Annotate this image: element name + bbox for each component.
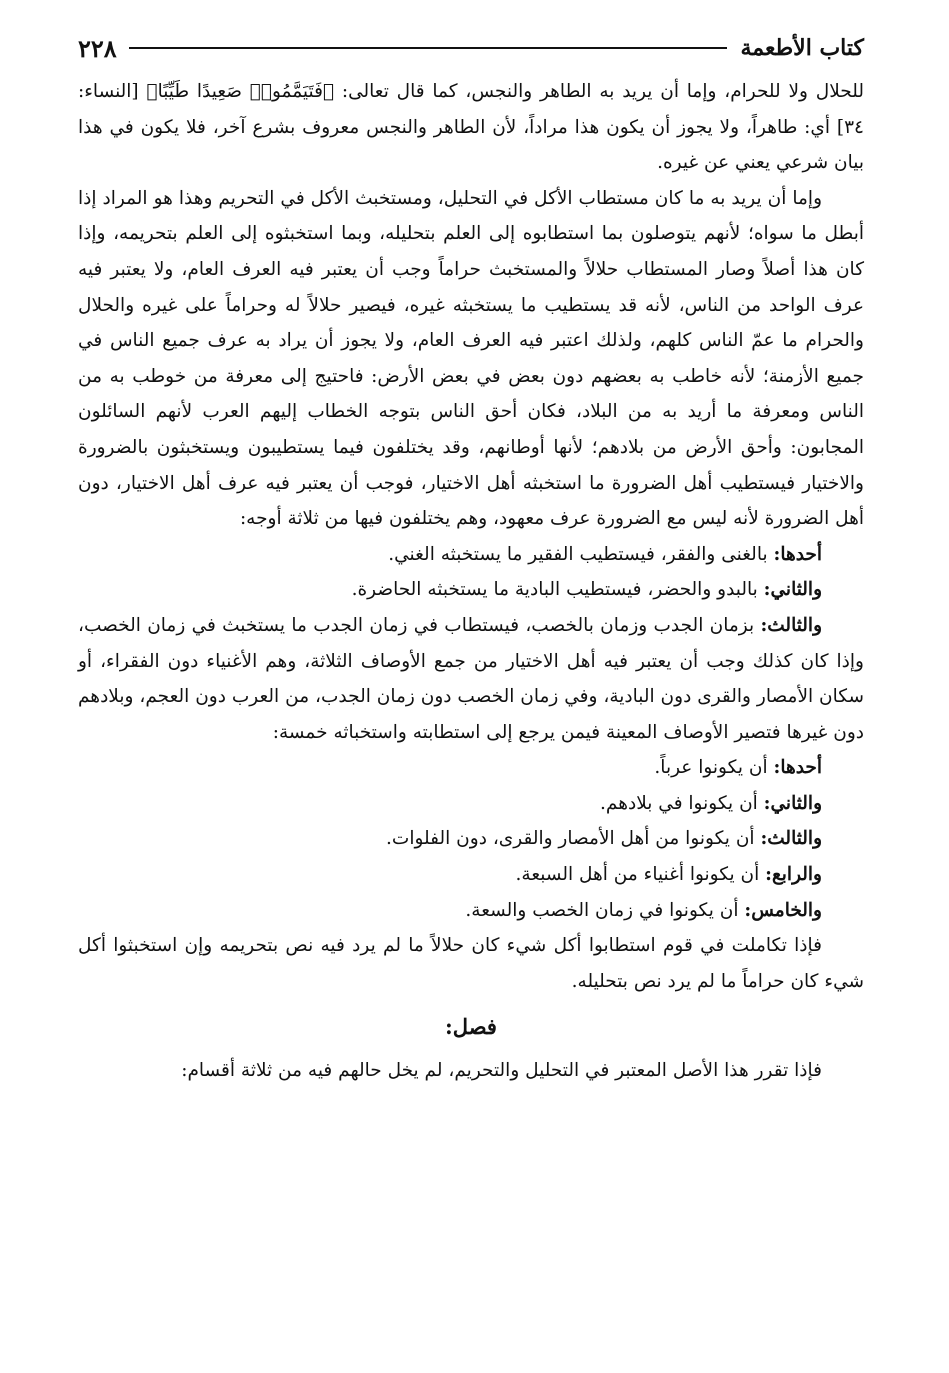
item-text: أن يكونوا في زمان الخصب والسعة. xyxy=(465,899,745,921)
list-item xyxy=(78,572,864,608)
paragraph-1: للحلال ولا للحرام، وإما أن يريد به الطاهر والنجس، كما قال تعالى: ﴿فَتَيَمَّمُوا۟ صَعِيدًا طَيِّبًا﴾ [النساء: ٣٤] أي: طاهراً، ولا يجوز أن يكون هذا مراداً، لأن الطاهر والنجس معروف بشرع آخر، فلا يكون في هذا بيان شرعي يعني عن غيره. xyxy=(78,81,864,174)
book-title: كتاب الأطعمة xyxy=(740,35,864,61)
section-heading: فصل: xyxy=(445,1014,497,1040)
item-text: بالبدو والحضر، فيستطيب البادية ما يستخبثه الحاضرة. xyxy=(351,579,764,601)
list-item xyxy=(78,857,864,893)
item-label: والثالث: xyxy=(760,614,822,636)
item-text: أن يكونوا عرباً. xyxy=(654,757,774,779)
page-number: ٢٢٨ xyxy=(78,33,117,63)
item-label: والرابع: xyxy=(765,864,822,886)
item-label: أحدها: xyxy=(773,757,822,779)
list-item xyxy=(78,750,864,786)
item-label: والثاني: xyxy=(763,579,822,601)
list-item xyxy=(78,821,864,857)
paragraph-2: وإما أن يريد به ما كان مستطاب الأكل في التحليل، ومستخبث الأكل في التحريم وهذا هو المراد إذا أبطل ما سواه؛ لأنهم يتوصلون بما استطابوه إلى العلم بتحليله، وبما استخبثوه إلى العلم بتحريمه، وإذا كان هذا أصلاً وصار المستطاب حلالاً والمستخبث حراماً وجب أن يعتبر فيه العرف العام، ولا يعتبر فيه عرف الواحد من الناس، لأنه قد يستطيب ما يستخبثه غيره، فيصير حلالاً له وحراماً على غيره والحلال والحرام ما عمّ الناس كلهم، ولذلك اعتبر فيه العرف العام، ولا يجوز أن يراد به عرف جميع الناس في جميع الأزمنة؛ لأنه خاطب به بعضهم دون بعض في بعض الأرض: فاحتيج إلى معرفة من خوطب به من الناس ومعرفة ما أريد به من البلاد، فكان أحق الناس بتوجه الخطاب إليهم العرب لأنهم السائلون المجابون: وأحق الأرض من بلادهم؛ لأنها أوطانهم، وقد يختلفون فيما يستطيبون ويستخبثون بالضرورة والاختيار فيستطيب أهل الضرورة ما استخبثه أهل الاختيار، فوجب أن يعتبر فيه عرف أهل الاختيار، دون أهل الضرورة لأنه ليس مع الضرورة عرف معهود، وهم يختلفون فيها من ثلاثة أوجه: xyxy=(78,187,864,530)
list-item xyxy=(78,893,864,929)
item-text: أن يكونوا في بلادهم. xyxy=(600,792,764,814)
paragraph-3: فإذا تكاملت في قوم استطابوا أكل شيء كان حلالاً ما لم يرد فيه نص بتحريمه وإن استخبثوا أكل شيء كان حراماً ما لم يرد نص بتحليله. xyxy=(78,935,864,992)
page-header xyxy=(78,28,864,68)
item-label: والثالث: xyxy=(760,828,822,850)
item-label: والثاني: xyxy=(763,792,822,814)
item-text: بزمان الجدب وزمان بالخصب، فيستطاب في زمان الجدب ما يستخبث في زمان الخصب، وإذا كان كذلك وجب أن يعتبر فيه أهل الاختيار من جمع الأوصاف الثلاثة، وهم الأغنياء دون الفقراء، أو سكان الأمصار والقرى دون البادية، وفي زمان الخصب دون زمان الجدب، من العرب دون العجم، وبلادهم دون غيرها فتصير الأوصاف المعينة فيمن يرجع إلى استطابته واستخباثه خمسة: xyxy=(78,614,864,743)
paragraph-4: فإذا تقرر هذا الأصل المعتبر في التحليل والتحريم، لم يخل حالهم فيه من ثلاثة أقسام: xyxy=(181,1060,822,1082)
list-item xyxy=(78,537,864,573)
item-text: أن يكونوا أغنياء من أهل السبعة. xyxy=(515,864,766,886)
item-text: بالغنى والفقر، فيستطيب الفقير ما يستخبثه الغني. xyxy=(388,543,774,565)
item-label: والخامس: xyxy=(744,899,822,921)
page-body xyxy=(78,74,864,1089)
list-item xyxy=(78,786,864,822)
item-label: أحدها: xyxy=(773,543,822,565)
header-rule xyxy=(129,47,727,49)
paragraph-third xyxy=(78,608,864,750)
item-text: أن يكونوا من أهل الأمصار والقرى، دون الفلوات. xyxy=(386,828,761,850)
